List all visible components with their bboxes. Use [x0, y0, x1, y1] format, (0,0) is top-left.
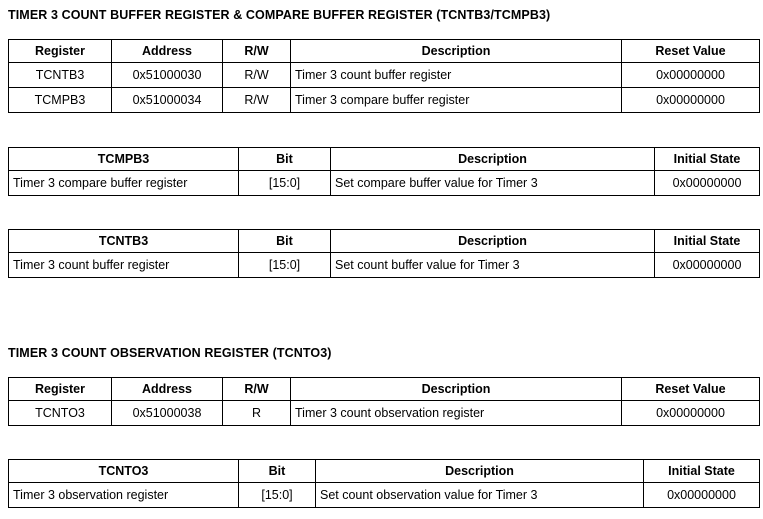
cell-description: Set count observation value for Timer 3 — [316, 483, 644, 508]
cell-bit: [15:0] — [239, 171, 331, 196]
header-bit: Bit — [239, 230, 331, 253]
header-address: Address — [112, 40, 223, 63]
bit-table-tcntb3 — [8, 229, 760, 278]
table-row — [9, 88, 760, 113]
cell-initial-state: 0x00000000 — [644, 483, 760, 508]
cell-initial-state: 0x00000000 — [655, 171, 760, 196]
cell-rw: R — [223, 401, 291, 426]
cell-bit: [15:0] — [239, 483, 316, 508]
register-table-observation — [8, 377, 760, 426]
header-register-name: TCMPB3 — [9, 148, 239, 171]
header-description: Description — [291, 40, 622, 63]
cell-description: Timer 3 compare buffer register — [291, 88, 622, 113]
section-title-observation-register: TIMER 3 COUNT OBSERVATION REGISTER (TCNTO3) — [8, 346, 332, 360]
cell-description: Set compare buffer value for Timer 3 — [331, 171, 655, 196]
cell-register-name: Timer 3 count buffer register — [9, 253, 239, 278]
cell-rw: R/W — [223, 88, 291, 113]
cell-description: Timer 3 count buffer register — [291, 63, 622, 88]
cell-address: 0x51000038 — [112, 401, 223, 426]
cell-register-name: Timer 3 compare buffer register — [9, 171, 239, 196]
header-description: Description — [316, 460, 644, 483]
cell-description: Timer 3 count observation register — [291, 401, 622, 426]
table-header-row — [9, 378, 760, 401]
header-description: Description — [331, 148, 655, 171]
cell-address: 0x51000030 — [112, 63, 223, 88]
header-register-name: TCNTB3 — [9, 230, 239, 253]
table-header-row — [9, 230, 760, 253]
cell-reset-value: 0x00000000 — [622, 401, 760, 426]
header-register-name: TCNTO3 — [9, 460, 239, 483]
cell-reset-value: 0x00000000 — [622, 63, 760, 88]
cell-register-name: Timer 3 observation register — [9, 483, 239, 508]
header-rw: R/W — [223, 40, 291, 63]
header-initial-state: Initial State — [655, 148, 760, 171]
table-row — [9, 401, 760, 426]
cell-address: 0x51000034 — [112, 88, 223, 113]
table-row — [9, 63, 760, 88]
header-reset-value: Reset Value — [622, 378, 760, 401]
table-row — [9, 253, 760, 278]
header-reset-value: Reset Value — [622, 40, 760, 63]
header-address: Address — [112, 378, 223, 401]
header-initial-state: Initial State — [655, 230, 760, 253]
table-row — [9, 171, 760, 196]
table-row — [9, 483, 760, 508]
header-register: Register — [9, 40, 112, 63]
header-description: Description — [331, 230, 655, 253]
cell-initial-state: 0x00000000 — [655, 253, 760, 278]
bit-table-tcnto3 — [8, 459, 760, 508]
cell-reset-value: 0x00000000 — [622, 88, 760, 113]
table-header-row — [9, 460, 760, 483]
header-description: Description — [291, 378, 622, 401]
cell-register: TCNTB3 — [9, 63, 112, 88]
cell-register: TCMPB3 — [9, 88, 112, 113]
register-table-buffer — [8, 39, 760, 113]
cell-description: Set count buffer value for Timer 3 — [331, 253, 655, 278]
header-bit: Bit — [239, 460, 316, 483]
table-header-row — [9, 148, 760, 171]
header-initial-state: Initial State — [644, 460, 760, 483]
header-rw: R/W — [223, 378, 291, 401]
cell-rw: R/W — [223, 63, 291, 88]
table-header-row — [9, 40, 760, 63]
cell-bit: [15:0] — [239, 253, 331, 278]
header-register: Register — [9, 378, 112, 401]
bit-table-tcmpb3 — [8, 147, 760, 196]
section-title-buffer-registers: TIMER 3 COUNT BUFFER REGISTER & COMPARE BUFFER REGISTER (TCNTB3/TCMPB3) — [8, 8, 551, 22]
cell-register: TCNTO3 — [9, 401, 112, 426]
header-bit: Bit — [239, 148, 331, 171]
